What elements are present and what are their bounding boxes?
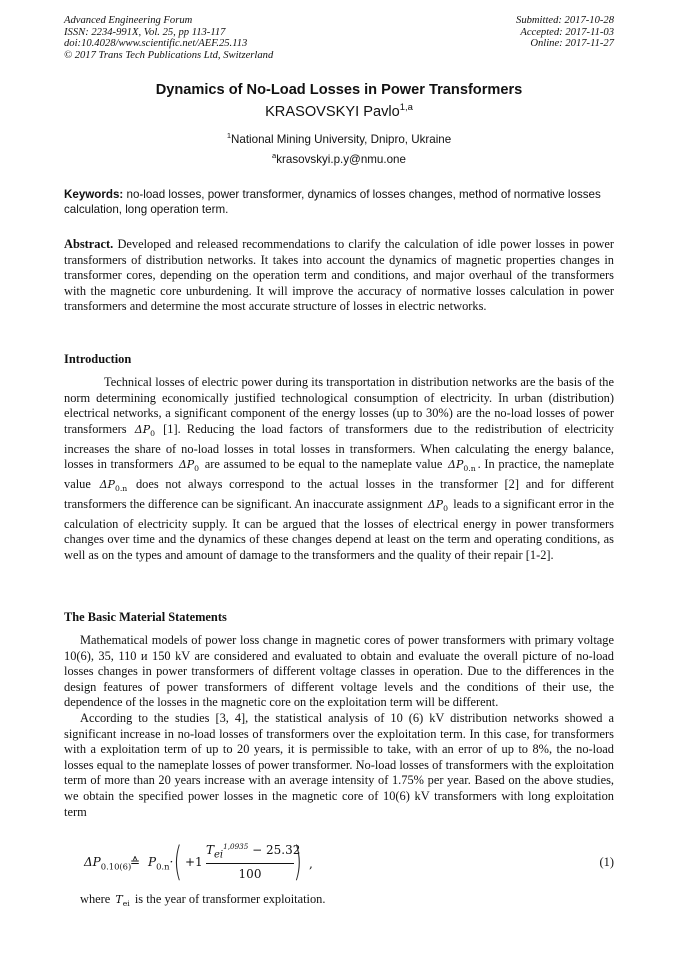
delta-p0n-symbol: $\Delta P_{0.n}$ [448,458,476,474]
where-text: is the year of transformer exploitation. [134,892,326,906]
equation-open-paren: ( [173,839,183,885]
equation-denominator: 100 [238,867,262,882]
email-sup: a [272,151,277,161]
author-email [0,153,678,166]
equation-approx-sign: ≙ [130,855,141,869]
delta-p0-symbol: $\Delta P_0$ [427,497,448,513]
affiliation-text: National Mining University, Dnipro, Ukraine [231,133,452,146]
basic-paragraph-2: According to the studies [3, 4], the statistical analysis of 10 (6) kV distribution networks showed a significant increase in no-load losses of transformers over the exploitation term. In this case, for transformers with a exploitation term of up to 20 years, it is permissible to take, with an error of up to 8%, the no-load losses equal to the nameplate losses of power transformer. No-load losses of transformers with the exploitation term of more than 20 years increase with an average intensity of 1.75% per year. Based on the above studies, we obtain the specified power losses in the magnetic core of 10(6) kV transformers with long exploitation term [64,710,614,819]
delta-p0-symbol: $\Delta P_0$ [178,458,200,474]
equation-p0: $P_{0.n}\cdot$ [148,855,174,872]
date-online: Online: 2017-11-27 [530,38,614,49]
equation-close-paren: ) [293,839,303,885]
equation-number: (1) [599,855,614,869]
basic-material-section [64,633,614,820]
journal-doi: doi:10.4028/www.scientific.net/AEF.25.113 [64,38,248,49]
intro-text-3: are assumed to be equal to the nameplate value [204,457,443,472]
paper-title: Dynamics of No-Load Losses in Power Transformers [155,82,523,98]
abstract-label: Abstract. [64,237,114,251]
equation-one: +1 [185,855,203,869]
submission-dates [516,15,614,50]
section-heading-introduction: Introduction [64,352,132,366]
intro-text-4: . In practice, the nameplate value [64,457,615,491]
introduction-paragraph [64,375,614,563]
abstract-text: Developed and released recommendations to clarify the calculation of idle power losses in power transformers of distribution networks. It takes into account the dynamics of magnetic properties changes in transformer cores, depending on the operation term and conditions, and major overhaul of the transformers with the magnetic core unburdening. It will improve the accuracy of normative losses calculation in power transformers and determine the most accurate structure of losses in electric networks. [64,237,614,314]
delta-p0n-symbol: $\Delta P_{0.n}$ [99,477,128,494]
where-clause [80,892,325,908]
author [0,104,678,120]
equation-lhs: $\Delta P_{0.10(6)}$ [84,855,132,872]
author-name: KRASOVSKYI Pavlo [265,104,400,120]
intro-text-2: [1]. Reducing the load factors of transformers due to the redistribution of electricity increases the share of no-load losses in total losses in transformers. When calculating the energy balance, losses in transformers [64,421,614,472]
journal-copyright: © 2017 Trans Tech Publications Ltd, Switzerland [64,49,274,61]
journal-info [64,15,273,61]
equation-1 [84,839,614,885]
intro-text-1: Technical losses of electric power during its transportation in distribution networks are the basis of the norm determining economically justified technological consumption of electricity. In urban (distribution) electrical networks, a significant component of the energy losses (up to 30%) are the no-load losses of power transformers [64,375,614,436]
equation-fraction [206,842,301,882]
email-text: krasovskyi.p.y@nmu.one [276,153,406,166]
journal-issn: ISSN: 2234-991X, Vol. 25, pp 113-117 [64,26,226,38]
equation-numerator: $T_{ei}^{1,0935} - 25.32$ [206,842,301,861]
fraction-bar [206,863,294,864]
where-word: where [80,892,111,906]
keywords-label: Keywords: [64,188,124,201]
journal-name: Advanced Engineering Forum [64,15,193,26]
intro-text-6: leads to a significant error in the calculation of electricity supply. It can be argued that the losses of electrical energy in power transformers changes over time and the dynamics of these changes depend at least on the term and operating conditions, as well as on the types and amount of damage to the transformers and the quality of their repair [1-2]. [64,496,614,562]
affiliation [0,133,678,146]
keywords [64,187,614,217]
keywords-text: no-load losses, power transformer, dynamics of losses changes, method of normative losses calculation, long operation term. [64,188,601,216]
delta-p0-symbol: $\Delta P_0$ [134,422,156,438]
basic-paragraph-1: Mathematical models of power loss change in magnetic cores of power transformers with primary voltage 10(6), 35, 110 и 150 kV are considered and evaluated to obtain and evaluate the overall picture of no-load losses changes in power transformers of different voltage classes in operation. Due to the differences in the design features of power transformers of different voltage levels and the conditions of their use, the dependence of the losses in the magnetic core on the exploitation term will be different. [64,633,614,710]
date-submitted: Submitted: 2017-10-28 [516,15,614,26]
intro-text-5: does not always correspond to the actual losses in the transformer [2] and for different transformers the difference can be significant. An inaccurate assignment [64,476,614,511]
equation-comma: , [309,857,313,871]
abstract [64,237,614,315]
section-heading-basic-material: The Basic Material Statements [64,610,227,624]
tei-symbol: $T_{ei}$ [115,893,130,909]
date-accepted: Accepted: 2017-11-03 [520,26,614,38]
affiliation-sup: 1 [226,131,232,141]
author-sup: 1,a [399,102,413,114]
